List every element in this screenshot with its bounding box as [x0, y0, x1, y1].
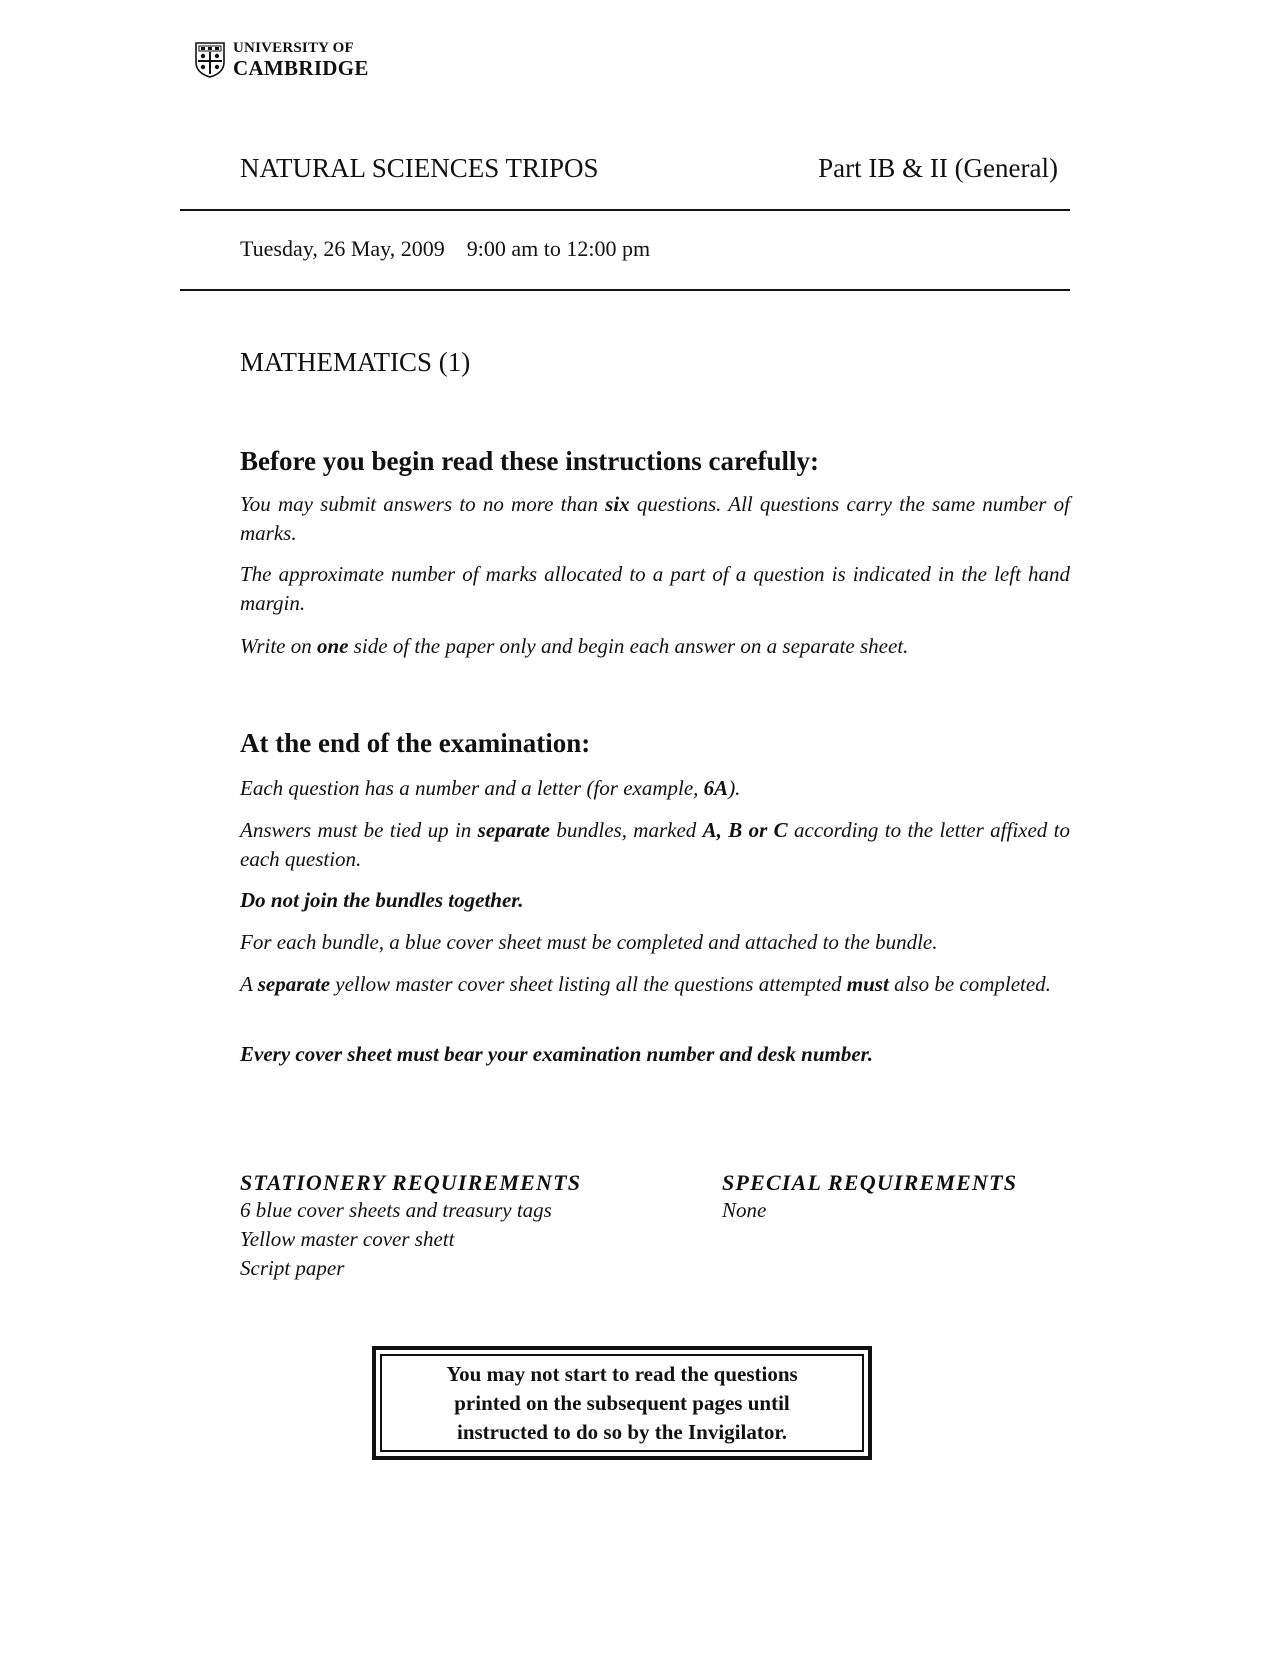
stationery-item: Script paper	[240, 1256, 345, 1280]
end-para-4: For each bundle, a blue cover sheet must be completed and attached to the bundle.	[240, 930, 938, 954]
notice-line-2: printed on the subsequent pages until	[454, 1390, 790, 1415]
end-para-1: Each question has a number and a letter (for example, 6A).	[240, 776, 741, 800]
stationery-requirements	[240, 1170, 581, 1283]
stationery-item: Yellow master cover shett	[240, 1227, 455, 1251]
end-para-2: Answers must be tied up in separate bundles, marked A, B or C according to the letter affixed to each question.	[240, 818, 1070, 871]
header-rule-top	[180, 209, 1070, 211]
stationery-item: 6 blue cover sheets and treasury tags	[240, 1198, 552, 1222]
before-para-1: You may submit answers to no more than six questions. All questions carry the same number of marks.	[240, 492, 1070, 545]
crest-icon	[195, 42, 225, 78]
exam-datetime	[240, 236, 650, 262]
logo-line-1: UNIVERSITY OF	[233, 40, 354, 56]
special-item: None	[722, 1198, 767, 1222]
university-logo	[195, 42, 395, 82]
subject-title: MATHEMATICS (1)	[240, 347, 471, 377]
notice-line-3: instructed to do so by the Invigilator.	[456, 1419, 787, 1444]
end-heading: At the end of the examination:	[240, 728, 591, 758]
logo-line-2: CAMBRIDGE	[233, 56, 369, 80]
notice-line-1: You may not start to read the questions	[446, 1361, 798, 1386]
exam-date: Tuesday, 26 May, 2009	[240, 236, 445, 261]
tripos-title: NATURAL SCIENCES TRIPOS	[240, 153, 599, 183]
before-para-2: The approximate number of marks allocated to a part of a question is indicated in the left hand margin.	[240, 562, 1070, 615]
end-para-6: Every cover sheet must bear your examination number and desk number.	[240, 1042, 873, 1066]
before-para-3: Write on one side of the paper only and begin each answer on a separate sheet.	[240, 634, 909, 658]
end-para-3: Do not join the bundles together.	[240, 888, 524, 912]
exam-time: 9:00 am to 12:00 pm	[466, 236, 651, 261]
header-rule-bottom	[180, 289, 1070, 291]
exam-part: Part IB & II (General)	[818, 153, 1058, 183]
invigilator-notice	[372, 1346, 872, 1460]
end-para-5: A separate yellow master cover sheet listing all the questions attempted must also be completed.	[240, 972, 1051, 996]
special-heading: SPECIAL REQUIREMENTS	[722, 1170, 1018, 1195]
special-requirements	[722, 1170, 1017, 1225]
before-heading: Before you begin read these instructions carefully:	[240, 446, 819, 476]
stationery-heading: STATIONERY REQUIREMENTS	[240, 1170, 582, 1195]
